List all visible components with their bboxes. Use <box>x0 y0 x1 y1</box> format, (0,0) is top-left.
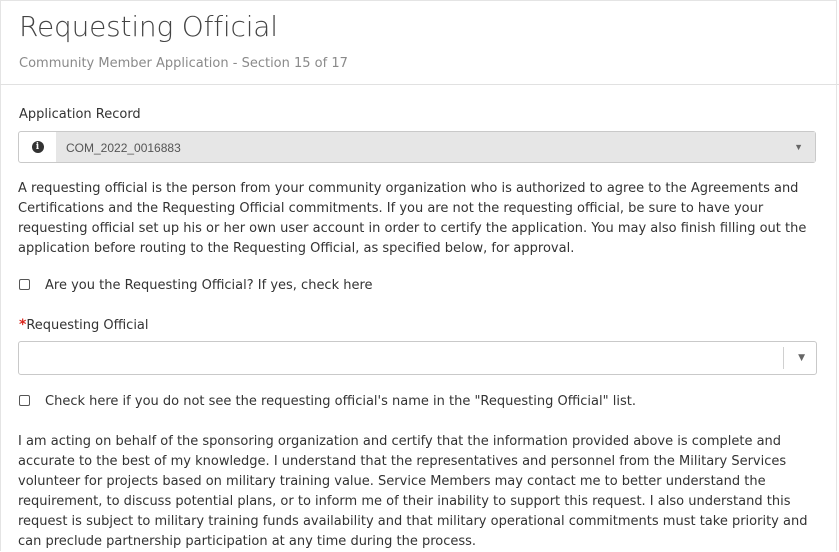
application-record-field <box>18 131 816 163</box>
not-in-list-label: Check here if you do not see the requesting official's name in the "Requesting Official" list. <box>45 394 636 409</box>
requesting-official-label: Requesting Official <box>26 318 149 333</box>
is-requesting-official-checkbox[interactable] <box>19 279 30 290</box>
section-header <box>0 0 839 85</box>
application-record-addon <box>19 132 57 162</box>
certification-paragraph: I am acting on behalf of the sponsoring organization and certify that the information provided above is complete and accurate to the best of my knowledge. I understand that the representatives and personnel from the Military Services volunteer for projects based on military training value. Service Members may contact me to better understand the requirement, to discuss potential plans, or to inform me of their inability to support this request. I also understand this request is subject to military training funds availability and that military operational commitments must take priority and can preclude partnership participation at any time during the process. <box>18 434 808 549</box>
not-in-list-checkbox[interactable] <box>19 395 30 406</box>
requesting-official-label-row <box>19 317 149 333</box>
is-requesting-official-label: Are you the Requesting Official? If yes, check here <box>45 278 373 293</box>
application-record-select[interactable] <box>56 132 815 162</box>
application-record-label: Application Record <box>19 107 141 122</box>
required-marker: * <box>19 317 27 333</box>
intro-paragraph: A requesting official is the person from your community organization who is authorized to agree to the Agreements and Certifications and the Requesting Official commitments. If you are not the requesting official, be sure to have your requesting official set up his or her own user account in order to certify the application. You may also finish filling out the application before routing to the Requesting Official, as specified below, for approval. <box>18 181 807 256</box>
select-divider <box>783 347 784 369</box>
section-progress: Community Member Application - Section 15 of 17 <box>19 56 348 71</box>
application-record-value: COM_2022_0016883 <box>66 141 181 155</box>
page-title: Requesting Official <box>19 10 278 43</box>
info-circle-icon: i <box>32 141 44 153</box>
requesting-official-select[interactable] <box>18 341 817 375</box>
chevron-down-icon: ▼ <box>794 142 803 152</box>
chevron-down-icon[interactable]: ▼ <box>798 353 805 363</box>
